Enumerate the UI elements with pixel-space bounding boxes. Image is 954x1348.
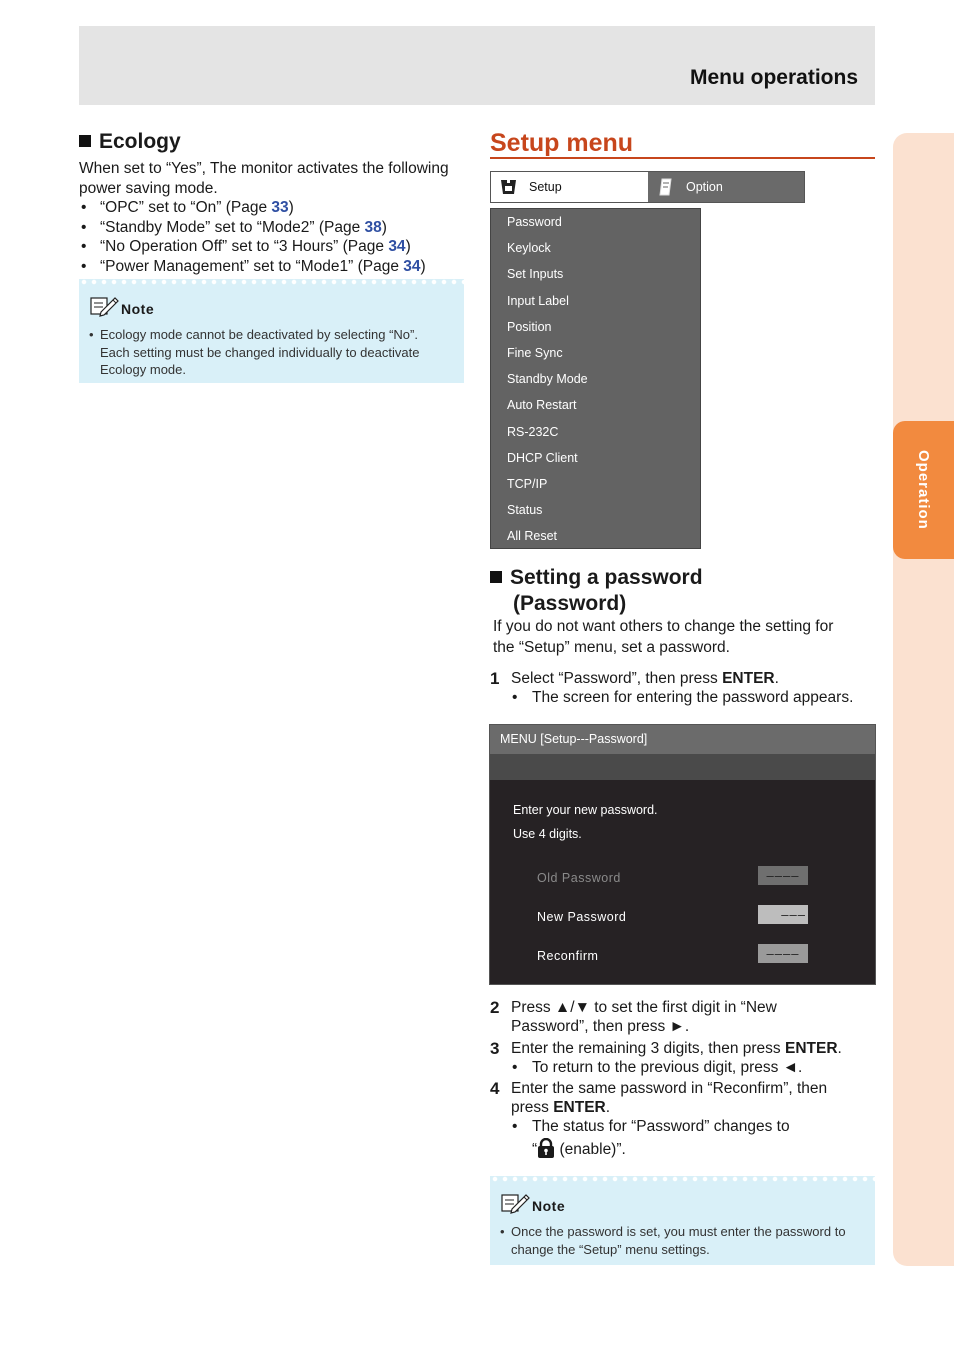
reconfirm-field[interactable]: –––– [758, 944, 808, 963]
list-item [79, 237, 426, 257]
page-header-title: Menu operations [689, 66, 858, 89]
list-item-text: “Standby Mode” set to “Mode2” (Page [100, 218, 365, 236]
pencil-note-icon [500, 1192, 530, 1214]
bullet-icon: • [89, 327, 94, 342]
password-screen [489, 724, 876, 985]
square-bullet-icon [79, 135, 91, 147]
menu-item-auto-restart[interactable]: Auto Restart [507, 398, 577, 413]
enter-key: ENTER [553, 1099, 606, 1116]
lock-icon [537, 1138, 555, 1158]
side-tab-strip [893, 133, 954, 1266]
list-item-end: ) [288, 199, 294, 216]
password-screen-title: MENU [Setup---Password] [490, 725, 875, 754]
list-item-end: ) [420, 258, 426, 276]
menu-item-password[interactable]: Password [507, 215, 562, 229]
step-text-end: . [605, 1099, 611, 1116]
list-item [79, 198, 426, 218]
step-text: Select “Password”, then press [511, 670, 723, 687]
note-dotted-border [490, 1176, 875, 1182]
menu-tabs [490, 171, 805, 203]
reconfirm-label: Reconfirm [537, 949, 599, 963]
password-note [490, 1176, 875, 1265]
tab-setup[interactable] [491, 172, 648, 202]
note-body: Once the password is set, you must enter the password to change the “Setup” menu settings. [511, 1224, 846, 1257]
step-body [490, 669, 853, 688]
step-text-end: . [837, 1040, 842, 1057]
quote-open: “ [532, 1141, 538, 1158]
list-item-text: “OPC” set to “On” (Page [100, 199, 272, 216]
enter-key: ENTER [722, 670, 775, 687]
step-sub-bullet: • The screen for entering the password appears. [490, 688, 853, 707]
step-number: 4 [490, 1079, 500, 1098]
tab-option[interactable] [648, 172, 804, 202]
menu-item-keylock[interactable]: Keylock [507, 241, 551, 256]
ecology-heading [79, 130, 181, 154]
page-link[interactable]: 38 [364, 218, 382, 236]
note-dotted-border [79, 279, 464, 285]
step-3 [490, 1039, 842, 1077]
menu-item-all-reset[interactable]: All Reset [507, 529, 558, 544]
note-body: Ecology mode cannot be deactivated by selecting “No”. Each setting must be changed individually to deactivate Ecology mode. [100, 327, 420, 377]
password-screen-message-1: Enter your new password. [513, 803, 658, 817]
menu-item-fine-sync[interactable]: Fine Sync [507, 345, 563, 360]
step-4 [490, 1079, 827, 1159]
menu-item-input-label[interactable]: Input Label [507, 293, 569, 308]
menu-item-standby-mode[interactable]: Standby Mode [507, 372, 588, 387]
step-sub-bullet: • To return to the previous digit, press ◄. [490, 1058, 842, 1077]
new-password-label: New Password [537, 910, 627, 924]
setup-wrench-icon [499, 178, 519, 196]
list-item-text: “Power Management” set to “Mode1” (Page [100, 258, 404, 276]
password-screen-message-2: Use 4 digits. [513, 827, 582, 841]
old-password-field[interactable]: –––– [758, 866, 808, 885]
step-body-line1: Enter the same password in “Reconfirm”, then [511, 1080, 828, 1097]
step-text: press [511, 1099, 554, 1116]
note-header [500, 1192, 565, 1214]
page-link[interactable]: 34 [388, 238, 406, 256]
note-label: Note [532, 1198, 566, 1214]
page-link[interactable]: 33 [271, 199, 289, 216]
menu-item-position[interactable]: Position [507, 319, 552, 334]
step-number: 2 [490, 998, 500, 1017]
step-2 [490, 998, 777, 1036]
step-body-line1: Press ▲/▼ to set the first digit in “New [511, 999, 777, 1016]
bullet-icon: • [500, 1224, 505, 1239]
note-text [500, 1223, 862, 1258]
step-body-line2: Password”, then press ►. [511, 1018, 690, 1035]
menu-item-rs232c[interactable]: RS-232C [507, 424, 559, 439]
step-text: Enter the remaining 3 digits, then press [511, 1040, 785, 1057]
tab-option-label: Option [686, 180, 723, 194]
step-body-line2 [490, 1098, 827, 1117]
menu-item-dhcp-client[interactable]: DHCP Client [507, 450, 578, 465]
menu-item-status[interactable]: Status [507, 503, 543, 518]
password-heading [490, 565, 703, 617]
square-bullet-icon [490, 571, 502, 583]
ecology-list [79, 198, 426, 277]
note-header [89, 295, 154, 317]
ecology-intro: When set to “Yes”, The monitor activates the following power saving mode. [79, 160, 449, 197]
step-1 [490, 669, 853, 707]
pencil-note-icon [89, 295, 119, 317]
list-item [79, 218, 426, 238]
step-number: 3 [490, 1039, 500, 1058]
step-sub-bullet-line1: • The status for “Password” changes to [490, 1117, 827, 1136]
side-tab-label: Operation [915, 450, 932, 530]
step-number: 1 [490, 669, 500, 688]
note-text [89, 326, 451, 379]
option-document-icon [656, 178, 676, 196]
tab-setup-label: Setup [529, 180, 562, 194]
setup-menu-list [490, 208, 701, 549]
step-sub-bullet-line2 [490, 1138, 827, 1159]
ecology-heading-text: Ecology [99, 130, 181, 153]
ecology-note [79, 279, 464, 383]
list-item-text: “No Operation Off” set to “3 Hours” (Page [100, 238, 389, 256]
menu-item-set-inputs[interactable]: Set Inputs [507, 267, 564, 282]
note-label: Note [121, 301, 155, 317]
setup-menu-heading: Setup menu [490, 129, 634, 157]
page-link[interactable]: 34 [403, 258, 421, 276]
menu-item-tcpip[interactable]: TCP/IP [507, 476, 548, 491]
password-intro: If you do not want others to change the setting for the “Setup” menu, set a password. [493, 618, 834, 656]
step-body [490, 1039, 842, 1058]
password-heading-line1: Setting a password [510, 566, 703, 589]
password-heading-line2: (Password) [513, 592, 627, 615]
old-password-label: Old Password [537, 871, 621, 885]
enter-key: ENTER [784, 1040, 838, 1057]
side-tab-label-box [893, 421, 954, 559]
new-password-field[interactable]: ––– [758, 905, 808, 924]
list-item-end: ) [381, 218, 387, 236]
list-item [79, 257, 426, 277]
enable-text: (enable)”. [555, 1141, 626, 1158]
list-item-end: ) [405, 238, 411, 256]
password-screen-subbar [490, 754, 875, 780]
heading-rule [490, 157, 875, 159]
step-text-end: . [774, 670, 779, 687]
